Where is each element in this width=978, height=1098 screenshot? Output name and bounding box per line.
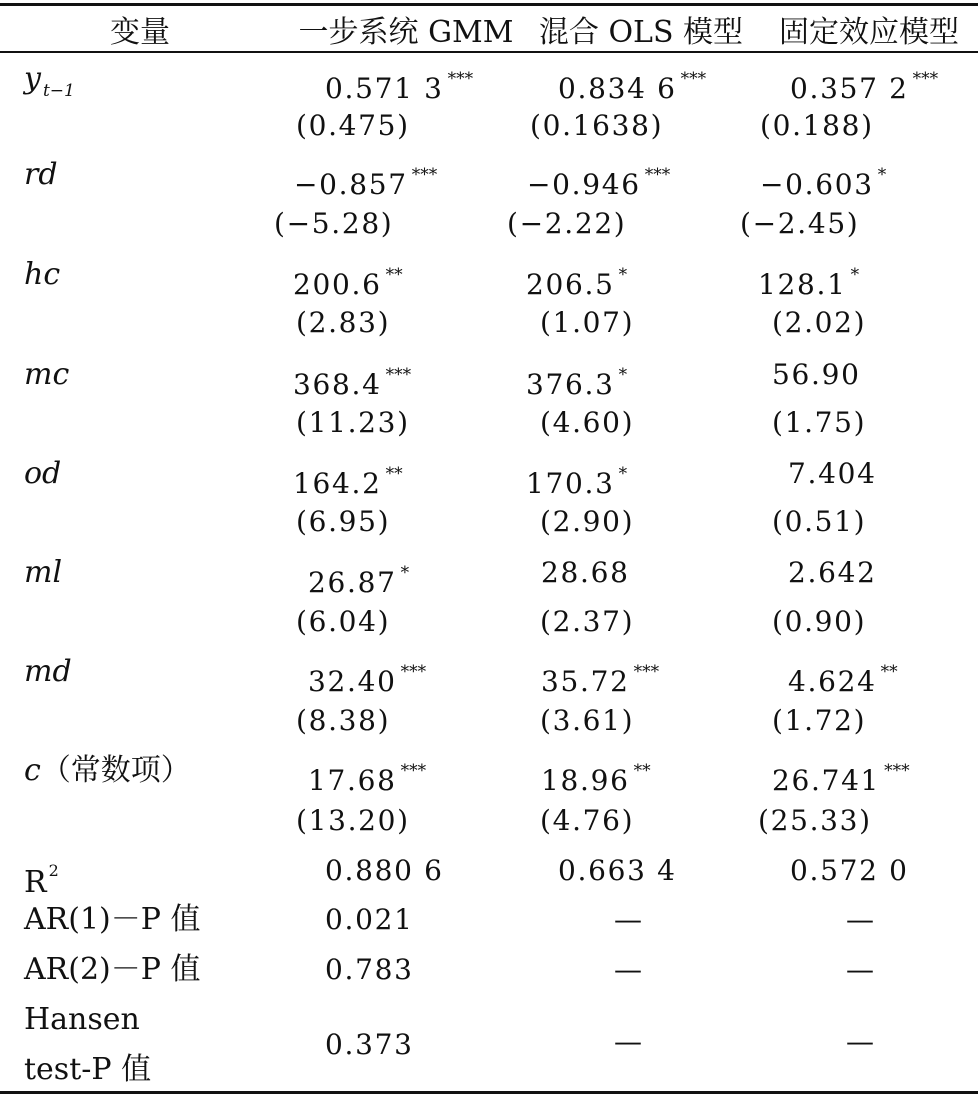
row-label-od: od (24, 456, 62, 491)
cell-gmm-ml-t: (6.04) (296, 605, 391, 638)
row-label-ml: ml (24, 555, 63, 590)
cell-gmm-hansen: 0.373 (325, 1028, 414, 1061)
row-label-mc: mc (24, 357, 70, 392)
header-variable: 变量 (110, 14, 170, 50)
cell-gmm-rd: −0.857 *** (294, 165, 438, 201)
header-fe: 固定效应模型 (779, 14, 959, 50)
row-label-constant: c（常数项） (24, 753, 191, 788)
row-label-md: md (24, 654, 72, 689)
cell-ols-od-t: (2.90) (540, 505, 635, 538)
cell-fe-hansen: — (846, 1025, 874, 1058)
cell-fe-od-t: (0.51) (772, 505, 867, 538)
cell-gmm-mc-t: (11.23) (296, 406, 410, 439)
row-label-ar1: AR(1)－P 值 (24, 902, 201, 937)
cell-ols-constant-t: (4.76) (540, 804, 635, 837)
cell-fe-ml: 2.642 (788, 556, 877, 589)
bottom-rule (0, 1091, 978, 1094)
cell-gmm-md: 32.40 *** (308, 662, 427, 698)
row-label-y-lag: y $_{t-1}$ (24, 61, 75, 101)
cell-ols-rd-t: (−2.22) (507, 207, 627, 240)
cell-fe-md: 4.624 ** (788, 662, 898, 698)
cell-gmm-hc: 200.6 ** (293, 265, 403, 301)
row-label-hc: hc (24, 257, 61, 292)
cell-ols-od: 170.3 * (526, 464, 628, 500)
cell-fe-mc-t: (1.75) (772, 406, 867, 439)
cell-ols-rd: −0.946 *** (527, 165, 671, 201)
cell-gmm-r-squared: 0.880 6 (325, 854, 444, 887)
cell-gmm-hc-t: (2.83) (296, 306, 391, 339)
header-ols: 混合 OLS 模型 (538, 14, 744, 50)
cell-ols-md-t: (3.61) (540, 704, 635, 737)
cell-ols-hansen: — (614, 1025, 642, 1058)
cell-gmm-od-t: (6.95) (296, 505, 391, 538)
cell-gmm-constant: 17.68 *** (308, 761, 427, 797)
cell-ols-hc-t: (1.07) (540, 306, 635, 339)
cell-fe-y-lag-se: (0.188) (760, 109, 874, 142)
cell-fe-mc: 56.90 (772, 358, 861, 391)
cell-fe-rd: −0.603 * (760, 165, 887, 201)
row-label-r-squared: R $^2$ (24, 861, 59, 900)
cell-gmm-y-lag-se: (0.475) (296, 109, 410, 142)
cell-ols-ml: 28.68 (541, 556, 630, 589)
cell-gmm-constant-t: (13.20) (296, 804, 410, 837)
cell-gmm-ar1: 0.021 (325, 903, 414, 936)
cell-ols-r-squared: 0.663 4 (558, 854, 677, 887)
cell-gmm-y-lag: 0.571 3 *** (325, 69, 474, 105)
cell-fe-od: 7.404 (788, 457, 877, 490)
cell-ols-y-lag: 0.834 6 *** (558, 69, 707, 105)
cell-fe-ml-t: (0.90) (772, 605, 867, 638)
cell-ols-constant: 18.96 ** (541, 761, 651, 797)
header-gmm: 一步系统 GMM (298, 14, 514, 50)
cell-fe-rd-t: (−2.45) (740, 207, 860, 240)
cell-ols-ar2: — (614, 953, 642, 986)
cell-ols-y-lag-se: (0.1638) (530, 109, 664, 142)
cell-gmm-rd-t: (−5.28) (274, 207, 394, 240)
cell-fe-constant: 26.741 *** (772, 761, 910, 797)
cell-fe-r-squared: 0.572 0 (790, 854, 909, 887)
cell-gmm-ar2: 0.783 (325, 953, 414, 986)
cell-fe-ar2: — (846, 953, 874, 986)
header-rule (0, 51, 978, 53)
row-label-hansen-line2: test-P 值 (24, 1052, 152, 1087)
cell-gmm-ml: 26.87 * (308, 563, 410, 599)
cell-ols-md: 35.72 *** (541, 662, 660, 698)
cell-gmm-md-t: (8.38) (296, 704, 391, 737)
cell-ols-mc: 376.3 * (526, 365, 628, 401)
row-label-hansen-line1: Hansen (24, 1002, 140, 1037)
cell-fe-constant-t: (25.33) (758, 804, 872, 837)
cell-ols-hc: 206.5 * (526, 265, 628, 301)
cell-fe-ar1: — (846, 903, 874, 936)
cell-fe-hc-t: (2.02) (772, 306, 867, 339)
cell-gmm-od: 164.2 ** (293, 464, 403, 500)
row-label-ar2: AR(2)－P 值 (24, 952, 201, 987)
cell-fe-md-t: (1.72) (772, 704, 867, 737)
row-label-rd: rd (24, 157, 58, 192)
cell-gmm-mc: 368.4 *** (293, 365, 412, 401)
cell-fe-hc: 128.1 * (758, 265, 860, 301)
cell-fe-y-lag: 0.357 2 *** (790, 69, 939, 105)
cell-ols-mc-t: (4.60) (540, 406, 635, 439)
cell-ols-ml-t: (2.37) (540, 605, 635, 638)
cell-ols-ar1: — (614, 903, 642, 936)
